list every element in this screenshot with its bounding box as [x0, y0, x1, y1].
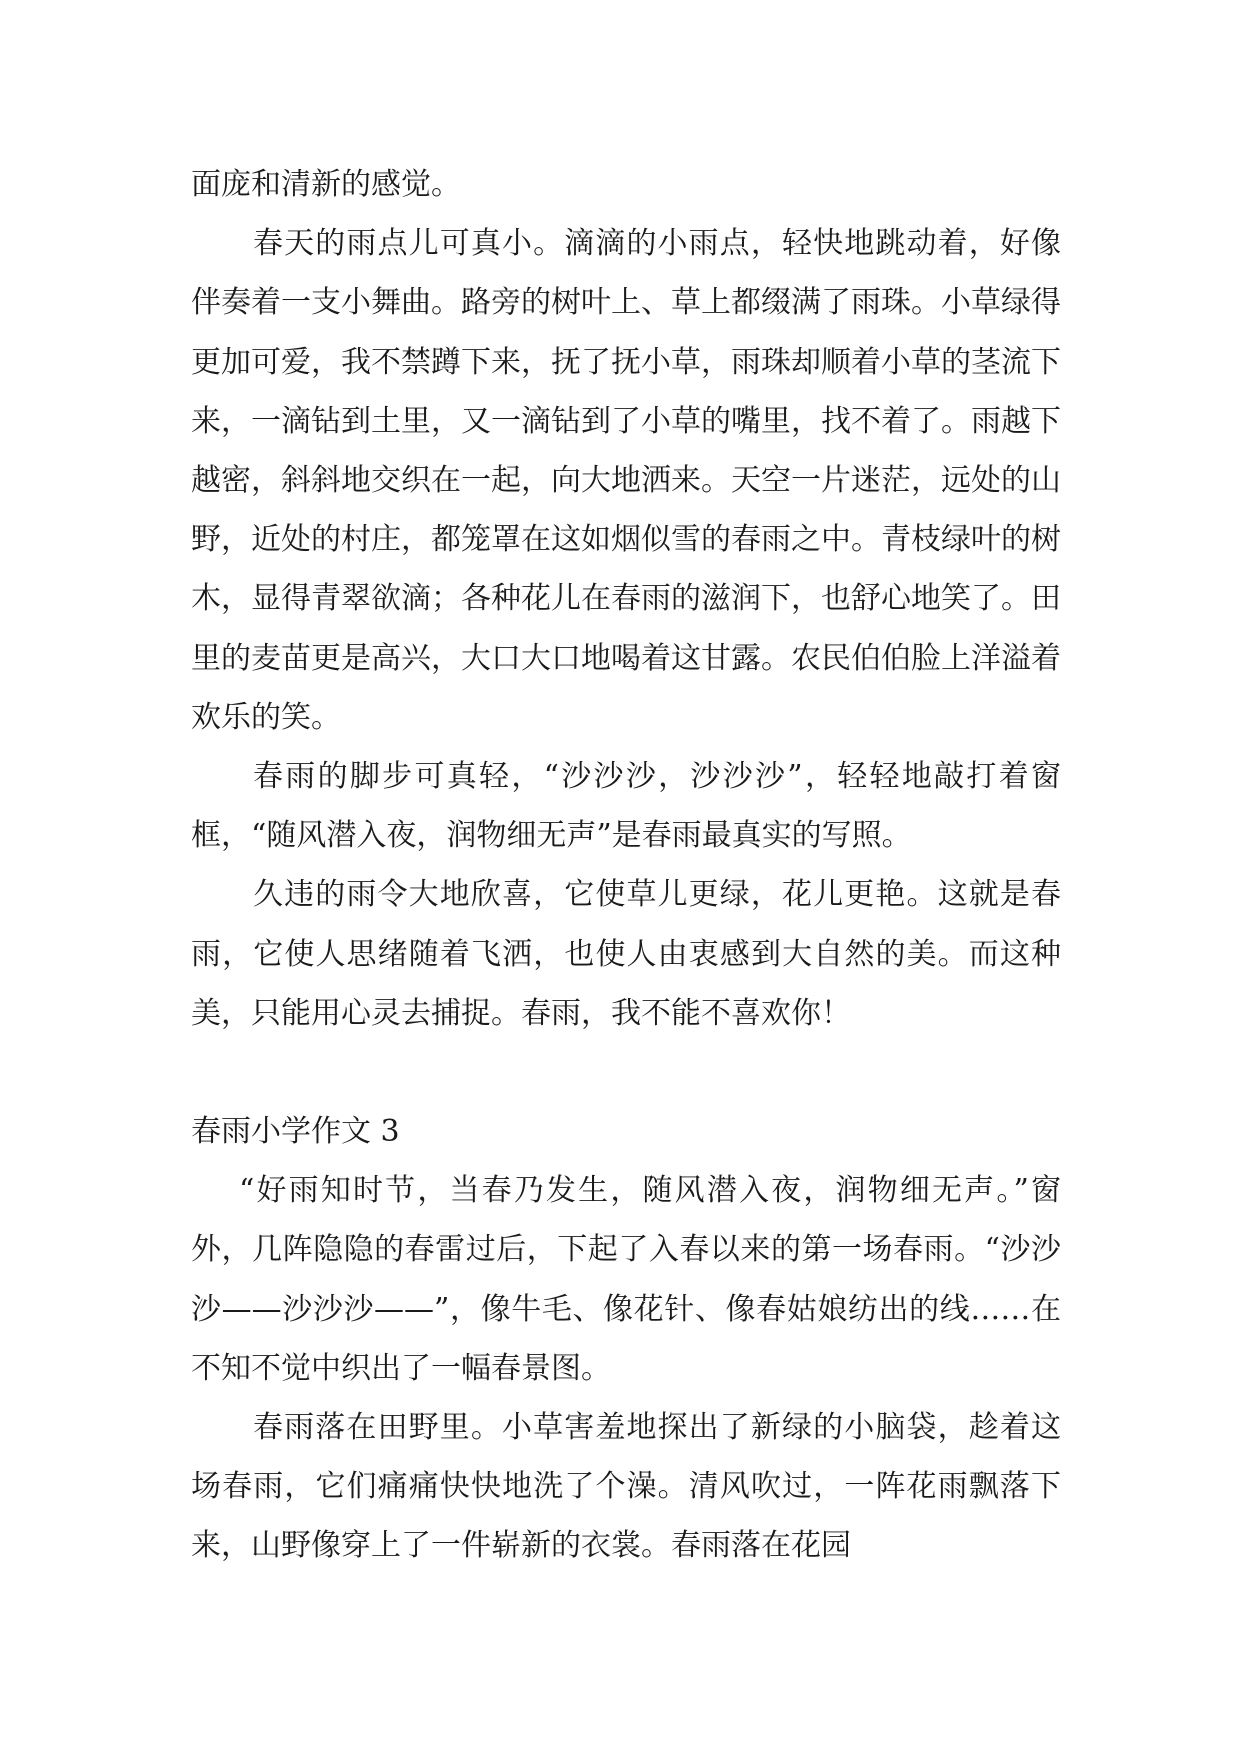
section-gap — [191, 1043, 1061, 1102]
paragraph-conclusion: 久违的雨令大地欣喜，它使草儿更绿，花儿更艳。这就是春雨，它使人思绪随着飞洒，也使人由衷感到大自然的美。而这种美，只能用心灵去捕捉。春雨，我不能不喜欢你！ — [191, 877, 1061, 1031]
paragraph-continuation: 面庞和清新的感觉。 — [191, 167, 461, 202]
paragraph-fields: 春雨落在田野里。小草害羞地探出了新绿的小脑袋，趁着这场春雨，它们痛痛快快地洗了个澡。清风吹过，一阵花雨飘落下来，山野像穿上了一件崭新的衣裳。春雨落在花园 — [191, 1410, 1061, 1564]
section-title: 春雨小学作文 3 — [191, 1114, 400, 1150]
paragraph-footsteps: 春雨的脚步可真轻，“沙沙沙，沙沙沙”，轻轻地敲打着窗框，“随风潜入夜，润物细无声”是春雨最真实的写照。 — [191, 759, 1061, 854]
paragraph-poem-intro: “好雨知时节，当春乃发生，随风潜入夜，润物细无声。”窗外，几阵隐隐的春雷过后，下起了入春以来的第一场春雨。“沙沙沙——沙沙沙——”，像牛毛、像花针、像春姑娘纺出的线……在不知不觉中织出了一幅春景图。 — [191, 1173, 1061, 1386]
paragraph-raindrops: 春天的雨点儿可真小。滴滴的小雨点，轻快地跳动着，好像伴奏着一支小舞曲。路旁的树叶上、草上都缀满了雨珠。小草绿得更加可爱，我不禁蹲下来，抚了抚小草，雨珠却顺着小草的茎流下来，一滴钻到土里，又一滴钻到了小草的嘴里，找不着了。雨越下越密，斜斜地交织在一起，向大地洒来。天空一片迷茫，远处的山野，近处的村庄，都笼罩在这如烟似雪的春雨之中。青枝绿叶的树木，显得青翠欲滴；各种花儿在春雨的滋润下，也舒心地笑了。田里的麦苗更是高兴，大口大口地喝着这甘露。农民伯伯脸上洋溢着欢乐的笑。 — [191, 226, 1061, 735]
document-body — [191, 155, 1061, 1576]
